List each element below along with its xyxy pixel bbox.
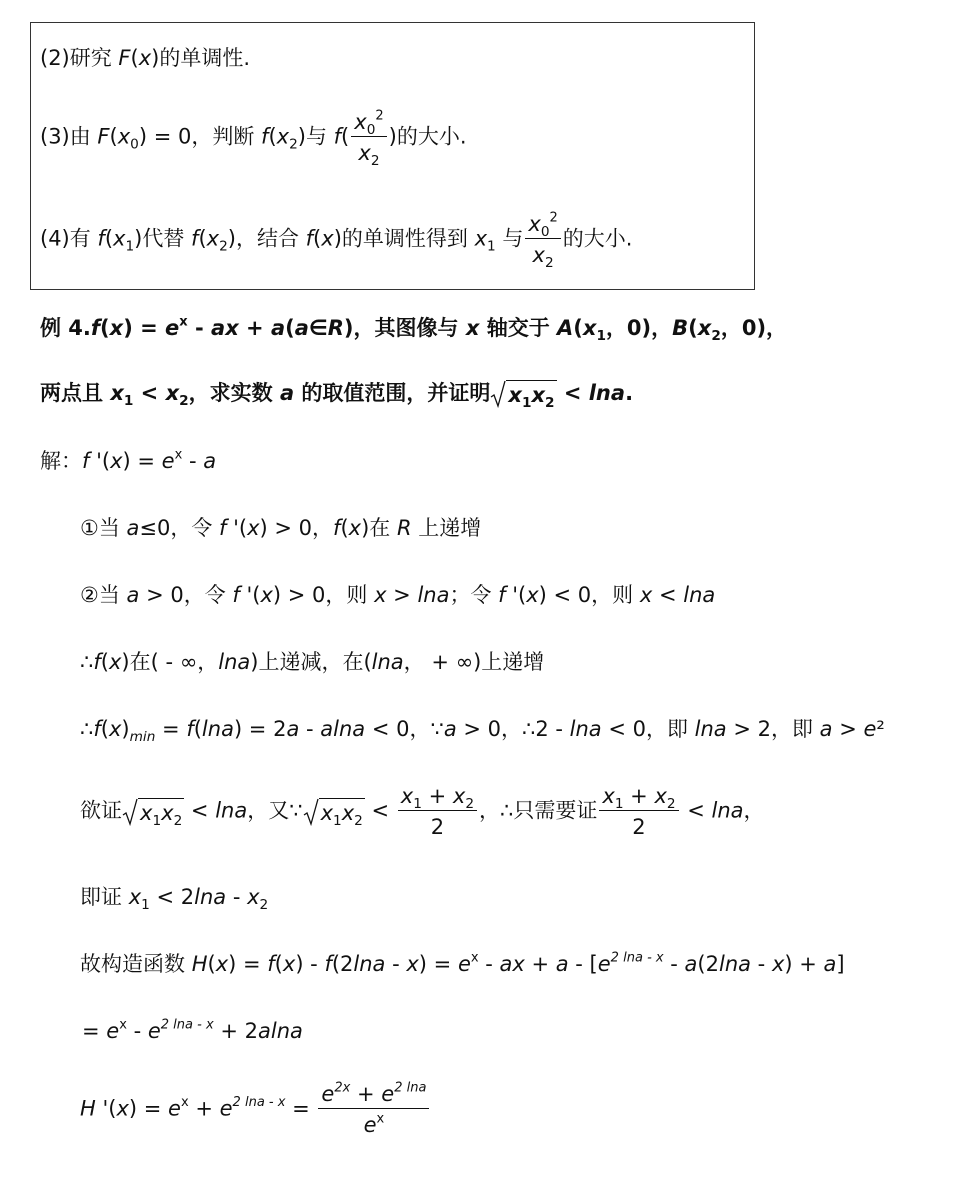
hint-step-2: (2)研究 F(x)的单调性. [40,46,251,70]
radical-sign-icon [490,380,506,408]
solution-case-2: ②当 a > 0，令 f '(x) > 0，则 x > lna；令 f '(x) < 0，则 x < lna [80,583,716,607]
sqrt-x1x2: $x_1x_2$ [490,380,556,408]
problem-statement-line-1: 例 $4.f(x) = e^x$ - ax + a(a∈R)，其图像与 x 轴交于 $A(x_1$，0)，$B(x_2$，0)， [40,314,788,344]
solution-H-simplified: = $e^x - e^{2 lna - x} + 2alna$ [82,1017,303,1043]
solution-case-1: ①当 a≤0，令 f '(x) > 0，f(x)在 R 上递增 [80,516,482,540]
solution-to-prove: 欲证 $x_1x_2$ < lna，又∵ $x_1x_2$ < $\frac{x_1 + x_2}{2}$ ，∴只需要证 $\frac{x_1 + x_2}{2}$ < lna， [80,784,765,840]
sqrt-x1x2: $x_1x_2$ [303,798,365,826]
radical-sign-icon [122,798,138,826]
solution-equivalent: 即证 $x_1 < 2\ln a - x_2$ [80,885,269,913]
solution-minimum: $\therefore f(x)_{min} = f(\ln a) = 2a - alna < 0$，∵a > 0，∴2 - lna < 0，即 lna > 2，即 a > e² [80,717,885,745]
hint-step-3: (3)由 $F(x_0) = 0$，判断 $f(x_2)$与 f( $\frac{x_0^2}{x_2}$ )的大小. [40,108,467,169]
problem-statement-line-2: 两点且 $x_1 < x_2$，求实数 a 的取值范围，并证明 $x_1x_2$ < lna. [40,381,634,411]
solution-derivative: 解：f '$(x) = e^x - a$ [40,447,217,473]
solution-H-derivative: H '$(x) = e^x + e^{2 lna - x}$ = $\frac{e^{2x} + e^{2 lna}}{e^x}$ [80,1082,431,1137]
fraction-H-prime: $\frac{e^{2x} + e^{2 lna}}{e^x}$ [318,1082,429,1137]
sqrt-x1x2: $x_1x_2$ [122,798,184,826]
fraction-x1-plus-x2-over-2: $\frac{x_1 + x_2}{2}$ [398,784,477,839]
fraction-x0sq-over-x2: $\frac{x_0^2}{x_2}$ [351,110,386,165]
solution-construct-H: 故构造函数 $H(x) = f(x) - f(2\ln a - x) = e^x$ - ax + $a - [e^{2 lna - x} - a(2\ln a - x) + a]$ [80,950,845,976]
radical-sign-icon [303,798,319,826]
fraction-x1-plus-x2-over-2: $\frac{x_1 + x_2}{2}$ [599,784,678,839]
solution-monotonicity: ∴f(x)在( - ∞，lna)上递减，在(lna， + ∞)上递增 [80,650,545,674]
hint-step-4: (4)有 $f(x_1)$代替 $f(x_2)$，结合 f(x)的单调性得到 $x_1$ 与 $\frac{x_0^2}{x_2}$ 的大小. [40,210,633,271]
fraction-x0sq-over-x2: $\frac{x_0^2}{x_2}$ [525,212,560,267]
